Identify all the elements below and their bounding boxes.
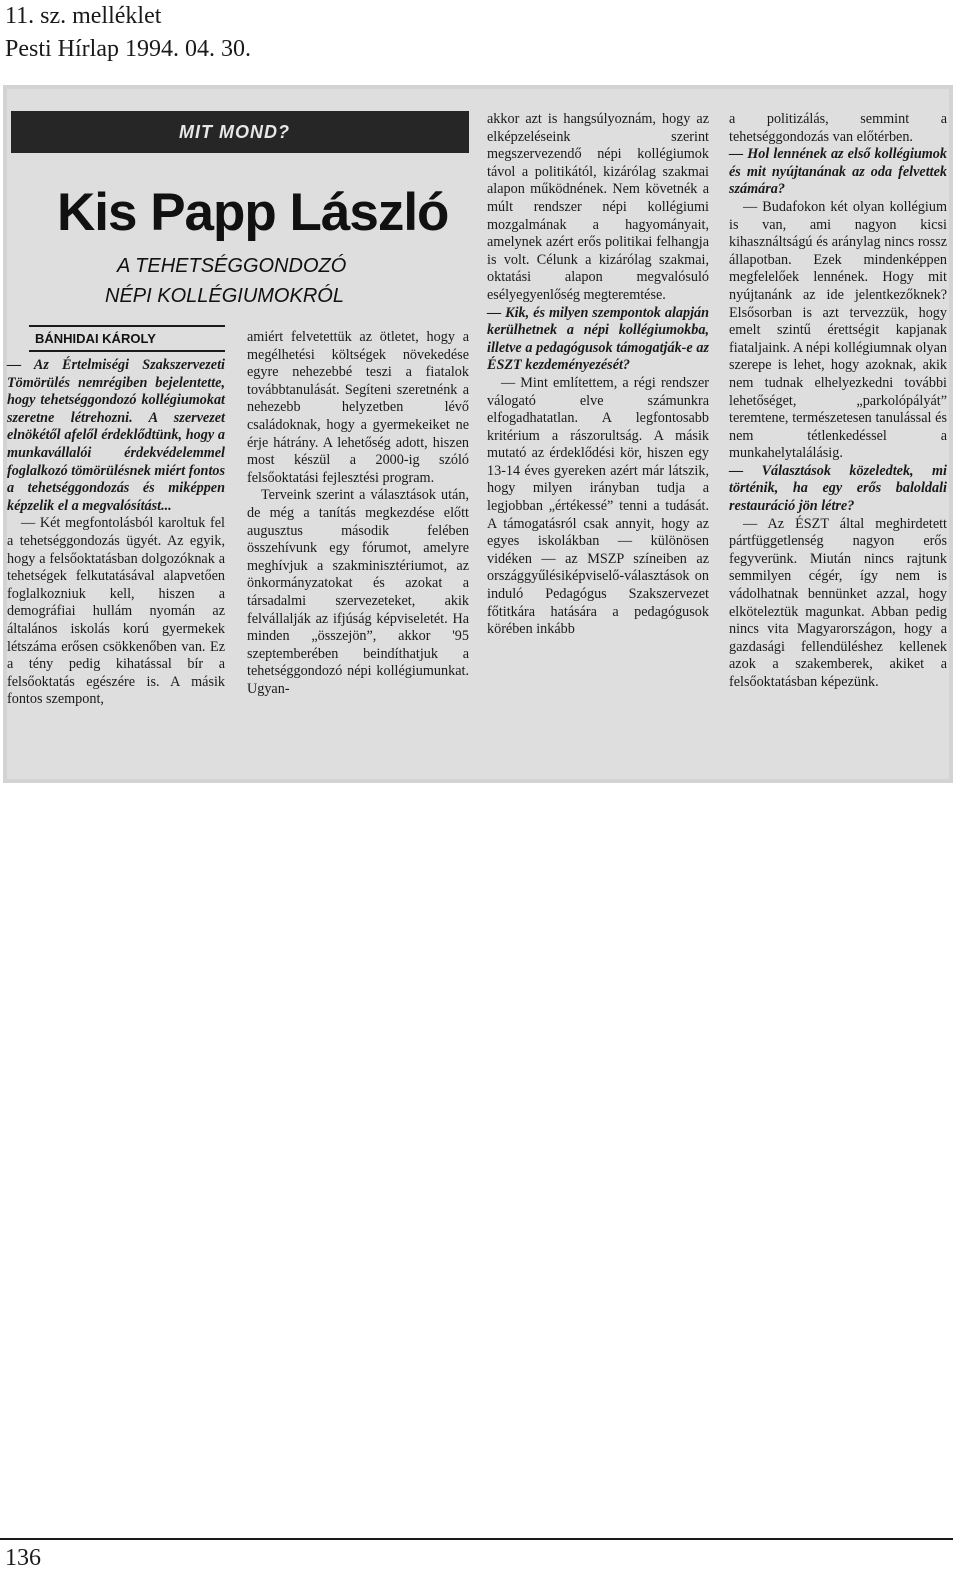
attachment-header [5, 0, 251, 66]
article-headline: Kis Papp László [57, 183, 449, 242]
footer-rule [0, 1538, 953, 1540]
interview-answer-1: — Két megfontolásból karoltuk fel a tehetséggondozás ügyét. Az egyik, hogy a felsőoktatásban dolgozóknak a tehetségek felkutatásával alapvetően foglalkozniuk kell, hiszen a demográfiai hullám nyomán az általános iskolás korú gyermekek létszáma erősen csökkenőben van. Ez a tény pedig kihatással bír a felsőoktatás egészére is. A másik fontos szempont, [7, 515, 225, 708]
subhead-line-1: A TEHETSÉGGONDOZÓ [117, 255, 347, 277]
subhead-line-2: NÉPI KOLLÉGIUMOKRÓL [105, 285, 344, 307]
article-column-2 [247, 329, 469, 698]
article-byline: BÁNHIDAI KÁROLY [35, 331, 156, 346]
column-4-paragraph-1: a politizálás, semmint a tehetséggondozás van előtérben. [729, 111, 947, 145]
page-number: 136 [5, 1545, 41, 1571]
source-citation: Pesti Hírlap 1994. 04. 30. [5, 36, 251, 62]
interview-question-2: — Kik, és milyen szempontok alapján kerülhetnek a népi kollégiumokba, illetve a pedagógusok támogatják-e az ÉSZT kezdeményezését? [487, 304, 709, 374]
column-2-paragraph-1: amiért felvetettük az ötletet, hogy a megélhetési költségek növekedése egyre nehezebbé teszi a fiatalok továbbtanulását. Segíteni szeretnénk a nehezebb helyzetben lévő családoknak, hogy a gyermekeiket ne érje hátrány. A lehetőség adott, hiszen most készül a 2000-ig szóló felsőoktatási fejlesztési program. [247, 329, 469, 486]
interview-answer-4: — Az ÉSZT által meghirdetett pártfüggetlenség nagyon erős fegyverünk. Miután nincs rajtunk semmilyen cégér, így nem is vádolhatnak bennünket azzal, hogy elköteleztük magunkat. Abban pedig nincs vita Magyarországon, hogy a gazdasági fellendüléshez kellenek azok a szakemberek, akiket a felsőoktatásban képezünk. [729, 515, 947, 690]
article-column-1 [7, 357, 225, 709]
article-subhead [105, 251, 346, 311]
interview-question-3: — Hol lennének az első kollégiumok és mit nyújtanának az oda felvettek számára? [729, 146, 947, 198]
attachment-label: 11. sz. melléklet [5, 3, 162, 29]
article-column-3 [487, 111, 709, 639]
byline-rule-bottom [29, 350, 225, 352]
interview-answer-2: — Mint említettem, a régi rendszer válogató elve számunkra elfogadhatatlan. A legfontosabb kritérium a rászorultság. A másik mutató az érdeklődési kör, hiszen egy 13-14 éves gyereken azért már látszik, hogy milyen irányban tudja a legjobban „értékessé” tenni a tudását. A támogatásról csak annyit, hogy az egyes iskolákban — különösen vidéken — az MSZP színeiben az országgyűlésiképviselő-választások on induló Pedagógus Szakszervezet főtitkára hatására a pedagógusok körében inkább [487, 374, 709, 638]
clipping-paper [7, 89, 949, 779]
column-2-paragraph-2: Terveink szerint a választások után, de még a tanítás megkezdése előtt augusztus második felében összehívunk egy fórumot, amelyre meghívjuk a szakminisztériumot, az önkormányzatokat és azokat a társadalmi szervezeteket, akik felvállalják az ifjúság képviseletét. Ha minden „összejön”, akkor '95 szeptemberében beindíthatjuk a tehetséggondozó népi kollégiumunkat. Ugyan- [247, 487, 469, 697]
newspaper-clipping [3, 85, 953, 783]
interview-question-4: — Választások közeledtek, mi történik, ha egy erős baloldali restauráció jön létre? [729, 462, 947, 515]
article-kicker: MIT MOND? [11, 111, 469, 153]
column-3-paragraph-1: akkor azt is hangsúlyoznám, hogy az elképzeléseink szerint megszervezendő népi kollégiumok távol a politikától, kizárólag szakmai alapon működnének. Nem követnék a múlt rendszer népi kollégiumi mozgalmának a hagyományait, amelynek azért erős politikai felhangja is volt. Célunk a kizárólag szakmai, oktatási alapon megvalósuló esélyegyenlőség megteremtése. [487, 111, 709, 303]
article-column-4 [729, 111, 947, 692]
interview-answer-3: — Budafokon két olyan kollégium is van, ami nagyon kicsi kihasználtságú és aránylag nincs rossz állapotban. Ezek mindenképpen megfelelőek lennének. Hogy mit nyújtanánk az ide jelentkezőknek? Elsősorban is azt tervezzük, hogy emelt szintű érettségit kapjanak fiataljaink. A népi kollégiumnak olyan szerepe is lehet, hogy azoknak, akik nem tudnak elhelyezkedni további lehetőséget, „parkolópályát” teremtene, természetesen tanulással és nem tétlenkedéssel a munkahelytalálásig. [729, 198, 947, 462]
byline-rule-top [29, 325, 225, 327]
interview-question-1: — Az Értelmiségi Szakszervezeti Tömörülés nemrégiben bejelentette, hogy tehetséggondozó kollégiumokat szeretne létrehozni. A szervezet elnökétől afelől érdeklődtünk, hogy a munkavállalói érdekvédelemmel foglalkozó tömörülésnek miért fontos a tehetséggondozás és miképpen képzelik el a megvalósítást... [7, 357, 225, 514]
